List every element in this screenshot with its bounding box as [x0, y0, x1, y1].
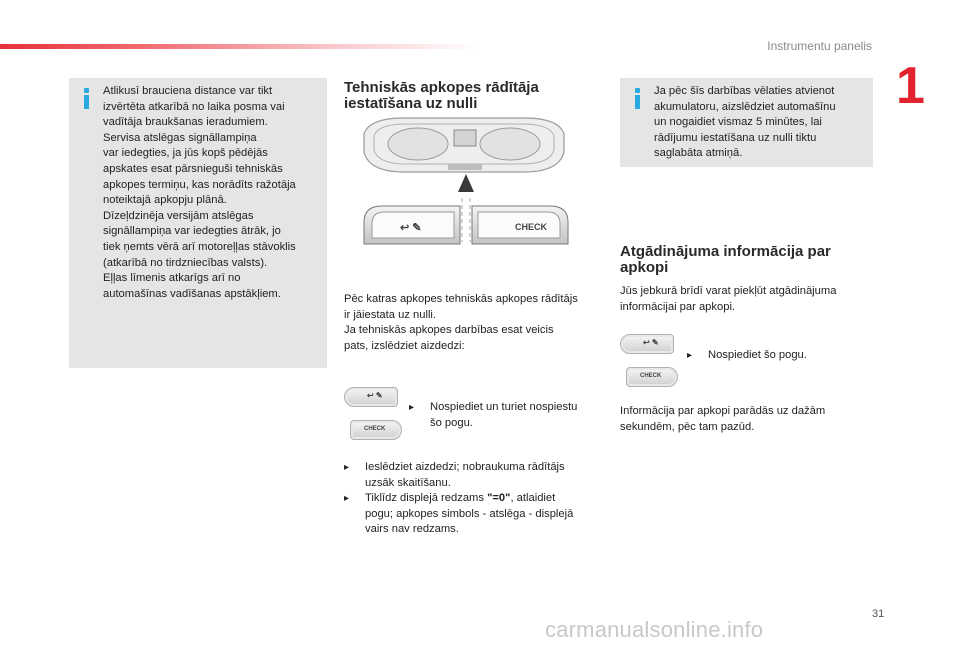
wrench-reset-button[interactable] [344, 387, 398, 407]
bullet-marker-icon: ▸ [344, 462, 350, 473]
bullet-marker-icon: ▸ [687, 350, 693, 361]
left-info-box [69, 78, 327, 368]
info-icon [81, 88, 93, 109]
chapter-number: 1 [896, 57, 925, 115]
bullet-press-hold: ▸ Nospiediet un turiet nospiestu šo pogu. [409, 401, 578, 429]
right-info-box [620, 78, 873, 167]
page-number: 31 [872, 608, 885, 620]
check-button-reminder[interactable] [626, 367, 678, 387]
header-title: Instrumentu panelis [767, 39, 872, 53]
reset-intro-paragraph: Pēc katras apkopes tehniskās apkopes rādītājs ir jāiestata uz nulli. Ja tehniskās apkopes darbības esat veicis pats, izslēdziet aizdedzi: [344, 293, 578, 352]
bullet-release: ▸ Tiklīdz displejā redzams "=0", atlaidiet pogu; apkopes simbols - atslēga - displejā vairs nav redzams. [344, 492, 574, 536]
left-info-text: Atlikusī brauciena distance var tikt izvērtēta atkarībā no laika posma vai vadītāja braukšanas ieradumiem. Servisa atslēgas signāllampiņa var iedegties, ja jūs kopš pēdējās apskates esat pārsnieguši tehniskās apkopes termiņu, kas norādīts ražotāja noteiktajā apkopju plānā. Dīzeļdzinēja versijām atslēgas signāllampiņa var iedegties ātrāk, jo tiek ņemts vērā arī motoreļļas stāvoklis (atkarībā no tirdzniecības valsts). Eļļas līmenis atkarīgs arī no automašīnas vadīšanas apstākļiem. [103, 85, 296, 300]
reminder-paragraph: Jūs jebkurā brīdī varat piekļūt atgādinājuma informācijai par apkopi. [620, 285, 837, 313]
section-title-reset: Tehniskās apkopes rādītāja iestatīšana uz nulli [344, 79, 539, 112]
instrument-panel-figure [344, 114, 589, 250]
bullet-marker-icon: ▸ [409, 402, 415, 413]
figure-check-label: CHECK [515, 222, 548, 232]
watermark-text: carmanualsonline.info [545, 617, 764, 642]
check-label: CHECK [364, 426, 386, 432]
bullet-press-button: ▸ Nospiediet šo pogu. [687, 348, 867, 364]
check-label: CHECK [640, 373, 662, 379]
header-accent-bar [0, 44, 480, 49]
wrench-icon: ↩ ✎ [643, 338, 659, 347]
info-icon [632, 88, 644, 109]
right-info-text: Ja pēc šīs darbības vēlaties atvienot akumulatoru, aizslēdziet automašīnu un nogaidiet vismaz 5 minūtes, lai rādījumu iestatīšana uz nulli tiktu saglabāta atmiņā. [654, 85, 836, 160]
bullet-ignition: ▸ Ieslēdziet aizdedzi; nobraukuma rādītājs uzsāk skaitīšanu. [344, 461, 565, 489]
wrench-icon: ↩ ✎ [367, 391, 383, 400]
reminder-after-paragraph: Informācija par apkopi parādās uz dažām sekundēm, pēc tam pazūd. [620, 405, 826, 433]
section-title-reminder: Atgādinājuma informācija par apkopi [620, 243, 831, 276]
check-button[interactable] [350, 420, 402, 440]
wrench-reminder-button[interactable] [620, 334, 674, 354]
bullet-marker-icon: ▸ [344, 493, 350, 504]
figure-wrench-label: ↩ ✎ [400, 222, 422, 234]
